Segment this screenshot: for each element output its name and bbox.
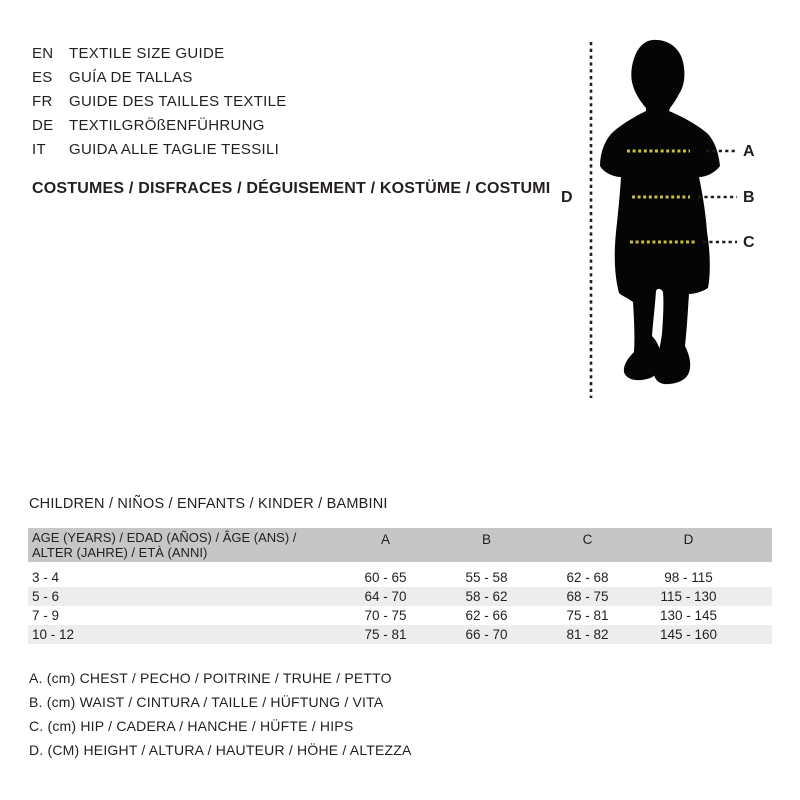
age-header-line1: AGE (YEARS) / EDAD (AÑOS) / ÂGE (ANS) / xyxy=(32,530,297,545)
table-row xyxy=(28,587,772,606)
lang-row-fr xyxy=(32,90,287,114)
child-silhouette xyxy=(600,40,720,384)
chest-cell: 60 - 65 xyxy=(364,570,407,585)
waist-cell: 55 - 58 xyxy=(465,570,508,585)
lang-title: TEXTILE SIZE GUIDE xyxy=(69,45,225,62)
height-cell: 130 - 145 xyxy=(659,608,718,623)
chest-label-a: A xyxy=(743,143,755,160)
legend-hip: C. (cm) HIP / CADERA / HANCHE / HÜFTE / HIPS xyxy=(29,718,354,734)
measurement-legend xyxy=(29,666,412,762)
lang-code: EN xyxy=(32,45,54,62)
legend-height: D. (CM) HEIGHT / ALTURA / HAUTEUR / HÖHE / ALTEZZA xyxy=(29,742,412,758)
waist-cell: 58 - 62 xyxy=(465,589,508,604)
chest-cell: 70 - 75 xyxy=(364,608,407,623)
legend-waist: B. (cm) WAIST / CINTURA / TAILLE / HÜFTUNG / VITA xyxy=(29,694,384,710)
lang-row-es xyxy=(32,66,287,90)
table-row xyxy=(28,568,772,587)
lang-row-it xyxy=(32,138,287,162)
lang-row-en xyxy=(32,42,287,66)
age-header-line2: ALTER (JAHRE) / ETÀ (ANNI) xyxy=(32,545,208,560)
lang-code: ES xyxy=(32,69,53,86)
table-row xyxy=(28,625,772,644)
column-header-d: D xyxy=(683,532,694,547)
table-row xyxy=(28,606,772,625)
age-cell: 3 - 4 xyxy=(32,570,60,585)
column-header-c: C xyxy=(582,532,593,547)
hip-cell: 68 - 75 xyxy=(566,589,609,604)
lang-row-de xyxy=(32,114,287,138)
lang-title: GUIDE DES TAILLES TEXTILE xyxy=(69,93,287,110)
age-column-header xyxy=(28,530,335,560)
age-cell: 5 - 6 xyxy=(32,589,60,604)
child-measurement-figure xyxy=(540,30,800,410)
category-heading: COSTUMES / DISFRACES / DÉGUISEMENT / KOSTÜME / COSTUMI xyxy=(32,180,551,197)
height-cell: 145 - 160 xyxy=(659,627,718,642)
lang-title: TEXTILGRÖßENFÜHRUNG xyxy=(69,117,265,134)
column-header-b: B xyxy=(481,532,491,547)
hip-cell: 81 - 82 xyxy=(566,627,609,642)
height-cell: 98 - 115 xyxy=(664,570,713,585)
age-cell: 7 - 9 xyxy=(32,608,60,623)
height-cell: 115 - 130 xyxy=(660,589,717,604)
lang-code: IT xyxy=(32,141,46,158)
waist-cell: 62 - 66 xyxy=(465,608,508,623)
column-header-a: A xyxy=(380,532,390,547)
waist-cell: 66 - 70 xyxy=(465,627,508,642)
height-label-d: D xyxy=(561,189,573,206)
waist-label-b: B xyxy=(743,189,755,206)
lang-title: GUIDA ALLE TAGLIE TESSILI xyxy=(69,141,280,158)
age-cell: 10 - 12 xyxy=(32,627,75,642)
hip-label-c: C xyxy=(743,234,755,251)
children-size-table xyxy=(28,528,772,644)
language-title-list xyxy=(32,42,287,162)
size-table-header xyxy=(28,528,772,562)
legend-chest: A. (cm) CHEST / PECHO / POITRINE / TRUHE / PETTO xyxy=(29,670,392,686)
chest-cell: 64 - 70 xyxy=(364,589,407,604)
children-section-title: CHILDREN / NIÑOS / ENFANTS / KINDER / BAMBINI xyxy=(29,496,388,512)
lang-code: DE xyxy=(32,117,54,134)
hip-cell: 62 - 68 xyxy=(566,570,609,585)
lang-code: FR xyxy=(32,93,53,110)
hip-cell: 75 - 81 xyxy=(566,608,609,623)
lang-title: GUÍA DE TALLAS xyxy=(69,69,193,86)
chest-cell: 75 - 81 xyxy=(364,627,407,642)
